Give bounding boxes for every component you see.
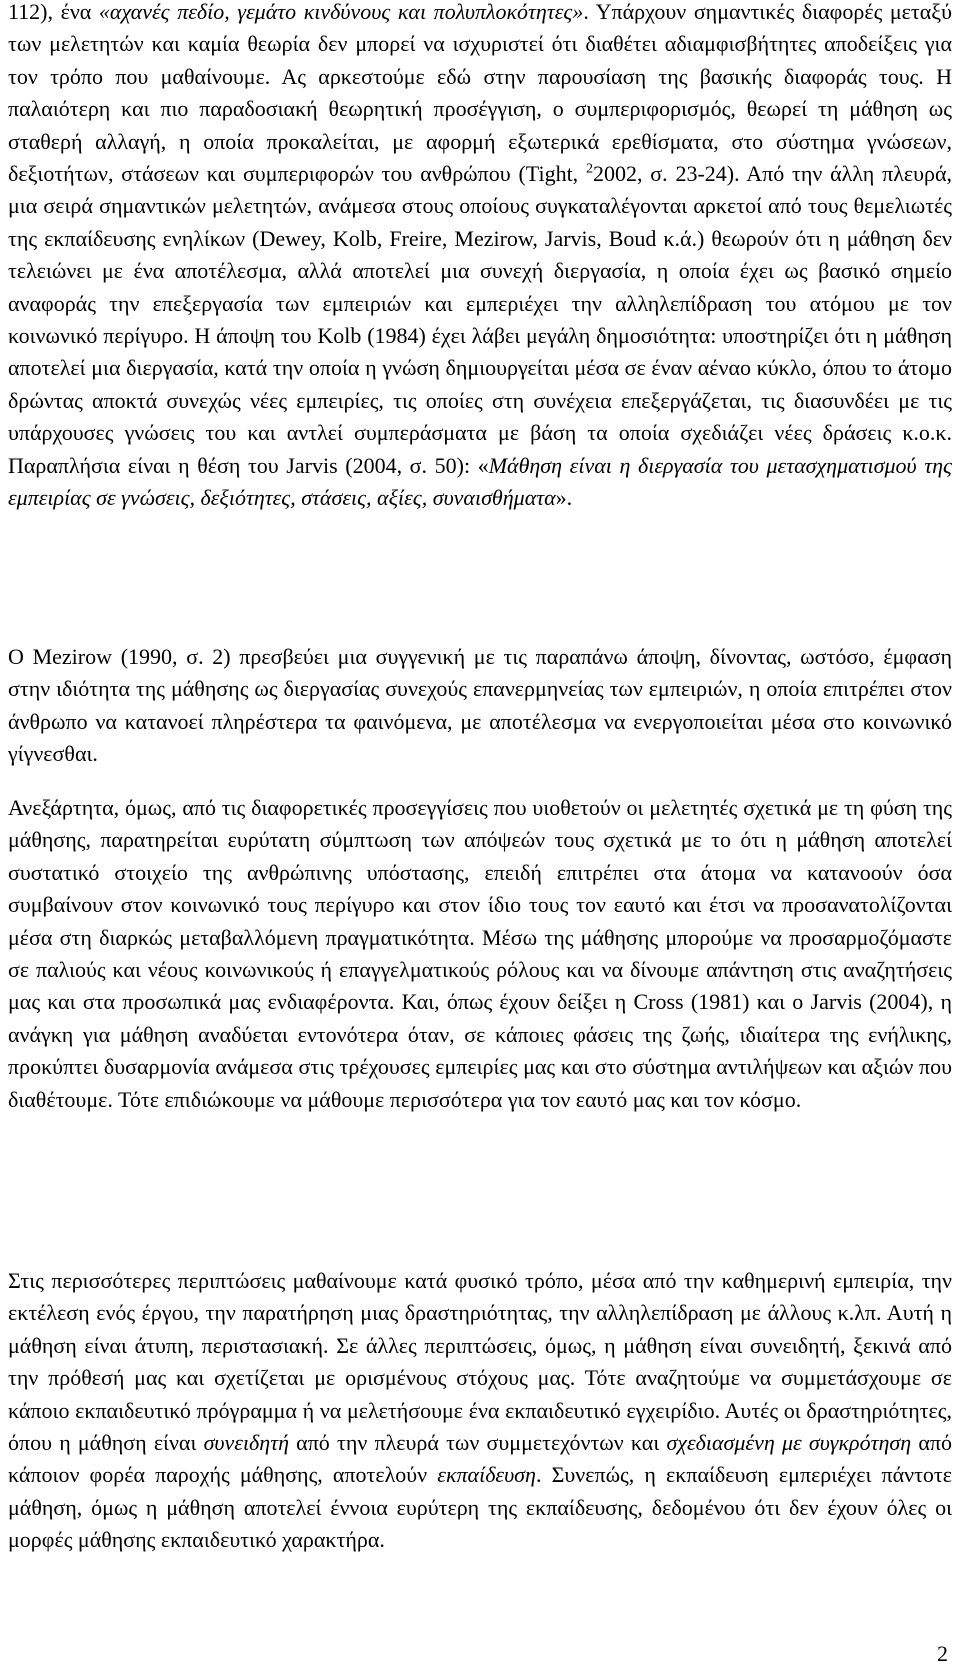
paragraph-mezirow: [8, 641, 952, 771]
text-segment: από κάποιον φορέα παροχής μάθησης, αποτελούν: [8, 1430, 952, 1488]
text-segment: Στις περισσότερες περιπτώσεις μαθαίνουμε κατά φυσικό τρόπο, μέσα από την καθημερινή εμπειρία, την εκτέλεση ενός έργου, την παρατήρηση μιας δραστηριότητας, την αλληλεπίδραση με άλλους κ.λπ. Αυτή η μάθηση είναι άτυπη, περιστασιακή. Σε άλλες περιπτώσεις, όμως, η μάθηση είναι συνειδητή, ξεκινά από την πρόθεσή μας και σχετίζεται με ορισμένους στόχους μας. Τότε αναζητούμε να συμμετάσχουμε σε κάποιο εκπαιδευτικό πρόγραμμα ή να μελετήσουμε ένα εκπαιδευτικό εγχειρίδιο. Αυτές οι δραστηριότητες, όπου η μάθηση είναι: [8, 1268, 952, 1456]
text-segment-italic: Μάθηση είναι η διεργασία του μετασχηματισμού της εμπειρίας σε γνώσεις, δεξιότητες, στάσεις, αξίες, συναισθήματα: [8, 452, 952, 511]
text-segment: Ο Mezirow (1990, σ. 2) πρεσβεύει μια συγγενική με τις παραπάνω άποψη, δίνοντας, ωστόσο, έμφαση στην ιδιότητα της μάθησης ως διεργασίας συνεχούς επανερμηνείας των εμπειριών, η οποία επιτρέπει στον άνθρωπο να κατανοεί πληρέστερα τα φαινόμενα, με αποτέλεσμα να ενεργοποιείται μέσα στο κοινωνικό γίγνεσθαι.: [8, 644, 952, 767]
paragraph-formal-informal-learning: [8, 1265, 952, 1557]
text-segment-italic: «αχανές πεδίο, γεμάτο κινδύνους και πολυπλοκότητες»: [98, 0, 584, 24]
text-segment: 112), ένα: [8, 0, 99, 24]
page-number: 2: [937, 1641, 948, 1666]
text-segment-italic: εκπαίδευση: [437, 1462, 536, 1488]
text-segment: από την πλευρά των συμμετεχόντων και: [288, 1430, 667, 1456]
text-segment: . Συνεπώς, η εκπαίδευση εμπεριέχει πάντοτε μάθηση, όμως η μάθηση αποτελεί έννοια ευρύτερη της εκπαίδευσης, δεδομένου ότι δεν έχουν όλες οι μορφές μάθησης εκπαιδευτικό χαρακτήρα.: [8, 1462, 952, 1553]
text-segment: . Υπάρχουν σημαντικές διαφορές μεταξύ των μελετητών και καμία θεωρία δεν μπορεί να ισχυριστεί ότι διαθέτει αδιαμφισβήτητες αποδείξεις για τον τρόπο που μαθαίνουμε. Ας αρκεστούμε εδώ στην παρουσίαση της βασικής διαφοράς τους. Η παλαιότερη και πιο παραδοσιακή θεωρητική προσέγγιση, ο συμπεριφορισμός, θεωρεί τη μάθηση ως σταθερή αλλαγή, η οποία προκαλείται, με αφορμή εξωτερικά ερεθίσματα, στο σύστημα γνώσεων, δεξιοτήτων, στάσεων και συμπεριφορών του ανθρώπου (Tight,: [8, 0, 952, 187]
text-segment-italic: σχεδιασμένη με συγκρότηση: [666, 1430, 912, 1456]
text-segment: 2002, σ. 23-24). Από την άλλη πλευρά, μια σειρά σημαντικών μελετητών, ανάμεσα στους οποίους συγκαταλέγονται αρκετοί από τους θεμελιωτές της εκπαίδευσης ενηλίκων (Dewey, Kolb, Freire, Mezirow, Jarvis, Boud κ.ά.) θεωρούν ότι η μάθηση δεν τελειώνει με ένα αποτέλεσμα, αλλά αποτελεί μια συνεχή διεργασία, η οποία έχει ως βασικό σημείο αναφοράς την επεξεργασία των εμπειριών και εμπεριέχει την αλληλεπίδραση του ατόμου με τον κοινωνικό περίγυρο. Η άποψη του Kolb (1984) έχει λάβει μεγάλη δημοσιότητα: υποστηρίζει ότι η μάθηση αποτελεί μια διεργασία, κατά την οποία η γνώση δημιουργείται μέσα σε έναν αέναο κύκλο, όπου το άτομο δρώντας αποκτά συνεχώς νέες εμπειρίες, τις οποίες στη συνέχεια επεξεργάζεται, τις διασυνδέει με τις υπάρχουσες γνώσεις του και αντλεί συμπεράσματα με βάση τα οποία σχεδιάζει νέες δράσεις κ.ο.κ. Παραπλήσια είναι η θέση του Jarvis (2004, σ. 50): «: [8, 161, 952, 478]
text-segment-italic: συνειδητή: [203, 1430, 289, 1456]
text-segment: Ανεξάρτητα, όμως, από τις διαφορετικές προσεγγίσεις που υιοθετούν οι μελετητές σχετικά με τη φύση της μάθησης, παρατηρείται ευρύτατη σύμπτωση των απόψεών τους σχετικά με το ότι η μάθηση αποτελεί συστατικό στοιχείο της ανθρώπινης υπόστασης, επειδή επιτρέπει στα άτομα να κατανοούν όσα συμβαίνουν στον κοινωνικό τους περίγυρο και στον ίδιο τους τον εαυτό και έτσι να προσανατολίζονται μέσα στη διαρκώς μεταβαλλόμενη πραγματικότητα. Μέσω της μάθησης μπορούμε να προσαρμοζόμαστε σε παλιούς και νέους κοινωνικούς ή επαγγελματικούς ρόλους και να δίνουμε απάντηση στις αναζητήσεις μας και στα προσωπικά μας ενδιαφέροντα. Και, όπως έχουν δείξει η Cross (1981) και ο Jarvis (2004), η ανάγκη για μάθηση αναδύεται εντονότερα όταν, σε κάποιες φάσεις της ζωής, ιδιαίτερα της ενήλικης, προκύπτει δυσαρμονία ανάμεσα στις τρέχουσες εμπειρίες μας και στο σύστημα αντιλήψεων και αξιών που διαθέτουμε. Τότε επιδιώκουμε να μάθουμε περισσότερα για τον εαυτό μας και τον κόσμο.: [8, 795, 952, 1112]
text-segment: ».: [555, 485, 573, 511]
paragraph-learning-human-nature: [8, 792, 952, 1116]
paragraph-learning-theories: [8, 0, 952, 515]
edition-superscript: 2: [586, 161, 593, 177]
